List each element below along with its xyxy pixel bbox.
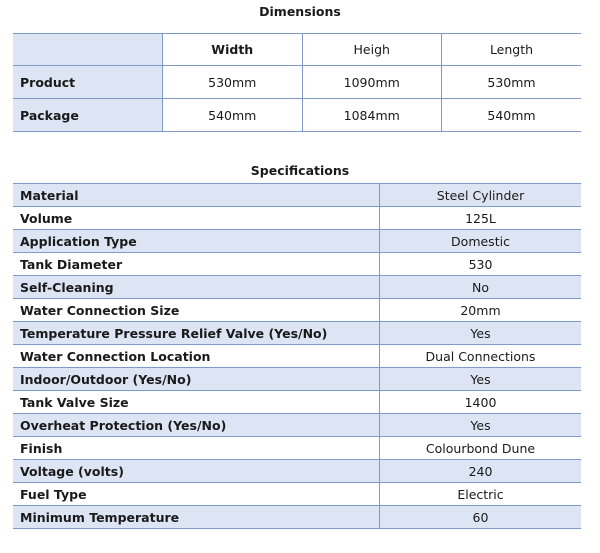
spec-row: [13, 276, 581, 299]
spec-label: Indoor/Outdoor (Yes/No): [13, 368, 380, 391]
spec-label: Voltage (volts): [13, 460, 380, 483]
spec-value: Yes: [380, 368, 582, 391]
spec-label: Temperature Pressure Relief Valve (Yes/No): [13, 322, 380, 345]
dimensions-cell: 1090mm: [302, 66, 442, 99]
spec-value: Yes: [380, 414, 582, 437]
dimensions-row-product: [13, 66, 581, 99]
dimensions-row-package: [13, 99, 581, 132]
spec-row: [13, 460, 581, 483]
spec-value: 125L: [380, 207, 582, 230]
specifications-title: Specifications: [250, 163, 350, 178]
dimensions-cell: 1084mm: [302, 99, 442, 132]
spec-label: Overheat Protection (Yes/No): [13, 414, 380, 437]
spec-label: Material: [13, 184, 380, 207]
spec-row: [13, 230, 581, 253]
spec-value: No: [380, 276, 582, 299]
dimensions-table: [13, 33, 581, 132]
spec-value: Electric: [380, 483, 582, 506]
spec-value: Colourbond Dune: [380, 437, 582, 460]
spec-label: Self-Cleaning: [13, 276, 380, 299]
spec-label: Tank Valve Size: [13, 391, 380, 414]
dimensions-cell: 540mm: [163, 99, 303, 132]
spec-value: Dual Connections: [380, 345, 582, 368]
spec-row: [13, 184, 581, 207]
dimensions-row-label: Package: [13, 99, 163, 132]
spec-label: Application Type: [13, 230, 380, 253]
spec-row: [13, 368, 581, 391]
spec-value: 530: [380, 253, 582, 276]
dimensions-header-width: Width: [163, 34, 303, 66]
spec-row: [13, 299, 581, 322]
spec-label: Minimum Temperature: [13, 506, 380, 529]
spec-row: [13, 207, 581, 230]
spec-row: [13, 391, 581, 414]
spec-label: Water Connection Size: [13, 299, 380, 322]
dimensions-header-height: Heigh: [302, 34, 442, 66]
dimensions-row-label: Product: [13, 66, 163, 99]
spec-row: [13, 322, 581, 345]
spec-value: 240: [380, 460, 582, 483]
spec-label: Volume: [13, 207, 380, 230]
spec-label: Fuel Type: [13, 483, 380, 506]
dimensions-cell: 530mm: [163, 66, 303, 99]
spec-row: [13, 414, 581, 437]
spec-row: [13, 506, 581, 529]
spec-label: Finish: [13, 437, 380, 460]
dimensions-header-length: Length: [442, 34, 582, 66]
specifications-table: [13, 183, 581, 529]
dimensions-cell: 540mm: [442, 99, 582, 132]
spec-value: Yes: [380, 322, 582, 345]
spec-value: Domestic: [380, 230, 582, 253]
dimensions-cell: 530mm: [442, 66, 582, 99]
spec-row: [13, 437, 581, 460]
dimensions-corner-cell: [13, 34, 163, 66]
spec-value: 1400: [380, 391, 582, 414]
dimensions-title: Dimensions: [259, 4, 341, 19]
dimensions-header-row: [13, 34, 581, 66]
spec-row: [13, 345, 581, 368]
spec-row: [13, 253, 581, 276]
spec-value: 20mm: [380, 299, 582, 322]
spec-label: Tank Diameter: [13, 253, 380, 276]
spec-value: Steel Cylinder: [380, 184, 582, 207]
spec-value: 60: [380, 506, 582, 529]
spec-row: [13, 483, 581, 506]
spec-label: Water Connection Location: [13, 345, 380, 368]
